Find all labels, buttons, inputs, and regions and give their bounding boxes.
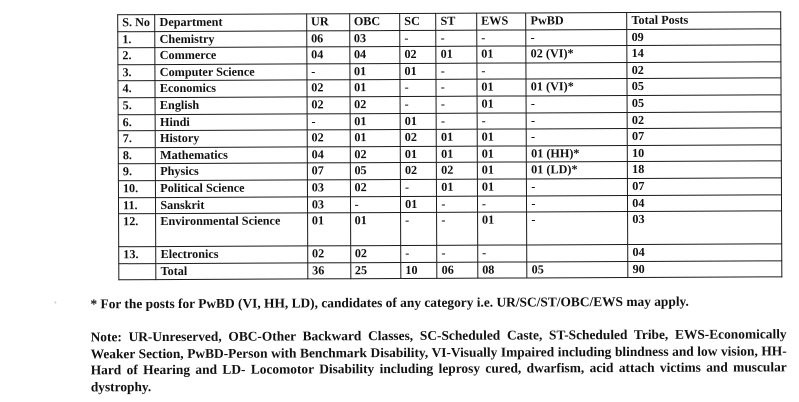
cell-ews: -	[477, 63, 526, 80]
cell-total: 07	[627, 128, 781, 145]
cell-total: 10	[628, 145, 782, 162]
total-cell-ews: 08	[478, 262, 527, 279]
cell-st: -	[436, 63, 477, 80]
header-ur: UR	[306, 14, 349, 31]
cell-ews: -	[478, 245, 527, 262]
cell-ur: 02	[307, 80, 350, 97]
cell-sno: 3.	[118, 64, 155, 81]
cell-sno: 11.	[118, 197, 155, 214]
cell-st: -	[436, 80, 477, 97]
cell-pwbd: -	[526, 29, 627, 46]
cell-total: 07	[628, 178, 782, 195]
cell-department: Sanskrit	[156, 196, 308, 213]
header-sc: SC	[400, 13, 436, 30]
header-sno: S. No	[118, 15, 155, 32]
cell-sc: -	[400, 96, 436, 113]
cell-obc: 02	[350, 146, 401, 163]
cell-sc: -	[400, 30, 436, 47]
cell-obc: 01	[350, 113, 401, 130]
header-obc: OBC	[349, 13, 400, 30]
header-ews: EWS	[477, 13, 526, 30]
header-department: Department	[155, 14, 307, 31]
cell-department: Computer Science	[155, 64, 307, 81]
cell-ur: 01	[307, 213, 350, 246]
cell-obc: 02	[350, 96, 401, 113]
cell-sno: 1.	[118, 31, 155, 48]
cell-ews: 01	[477, 146, 526, 163]
table-row	[119, 211, 782, 247]
cell-obc: 02	[350, 246, 401, 263]
cell-ur: 07	[307, 163, 350, 180]
cell-ews: 01	[477, 96, 526, 113]
cell-st: 02	[437, 163, 478, 180]
abbreviation-note: Note: UR-Unreserved, OBC-Other Backward Classes, SC-Scheduled Caste, ST-Scheduled Tribe, EWS-Economically Weaker Section, PwBD-Person with Benchmark Disability, VI-Visually Impaired including blindness and low vision, HH- Hard of Hearing and LD- Locomotor Disability including leprosy cured, dwarfism, acid attach victims and muscular dystrophy.	[90, 326, 787, 395]
cell-st: 01	[437, 146, 478, 163]
total-cell-sc: 10	[401, 262, 437, 279]
table-body	[118, 28, 782, 280]
cell-st: -	[436, 96, 477, 113]
cell-sno: 12.	[119, 214, 156, 247]
cell-total: 04	[628, 194, 782, 211]
cell-ur: -	[307, 113, 350, 130]
cell-ews: 01	[477, 212, 527, 245]
scan-speck	[54, 302, 56, 304]
cell-ur: 04	[307, 146, 350, 163]
cell-sno: 4.	[118, 81, 155, 98]
cell-pwbd: -	[527, 212, 628, 245]
cell-department: English	[155, 97, 307, 114]
cell-pwbd: 02 (VI)*	[526, 46, 627, 63]
cell-sc: -	[400, 80, 436, 97]
cell-department: Chemistry	[155, 30, 307, 47]
cell-sc: 01	[400, 113, 436, 130]
cell-st: -	[437, 212, 478, 245]
cell-sc: -	[401, 245, 437, 262]
cell-total: 02	[627, 62, 781, 79]
cell-pwbd: -	[527, 195, 628, 212]
cell-ur: 02	[307, 97, 350, 114]
cell-st: 01	[436, 46, 477, 63]
posts-table	[117, 11, 782, 280]
total-cell-ur: 36	[308, 262, 351, 279]
cell-obc: 01	[350, 130, 401, 147]
cell-ur: 03	[307, 180, 350, 197]
cell-pwbd: -	[526, 129, 627, 146]
cell-total: 04	[628, 244, 782, 261]
cell-sno: 7.	[118, 131, 155, 148]
cell-department: Environmental Science	[156, 213, 308, 247]
cell-department: Electronics	[156, 246, 308, 263]
cell-department: Commerce	[155, 47, 307, 64]
cell-sc: -	[401, 212, 437, 245]
header-st: ST	[436, 13, 477, 30]
total-cell-st: 06	[437, 262, 478, 279]
cell-pwbd: -	[527, 178, 628, 195]
cell-sc: 01	[400, 146, 436, 163]
cell-pwbd	[527, 245, 628, 262]
cell-st: -	[436, 30, 477, 47]
cell-department: Mathematics	[156, 147, 308, 164]
cell-ur: 03	[307, 196, 350, 213]
header-pwbd: PwBD	[526, 13, 627, 30]
cell-sc: 01	[400, 63, 436, 80]
cell-ur: 02	[307, 246, 350, 263]
cell-obc: 01	[350, 80, 401, 97]
cell-obc: 02	[350, 179, 401, 196]
cell-obc: 01	[350, 213, 401, 246]
cell-sno: 10.	[118, 181, 155, 198]
cell-ews: 01	[477, 179, 526, 196]
pwbd-footnote: * For the posts for PwBD (VI, HH, LD), candidates of any category i.e. UR/SC/ST/OBC/EWS may apply.	[90, 293, 689, 312]
cell-pwbd: 01 (LD)*	[527, 162, 628, 179]
cell-total: 03	[628, 211, 782, 245]
cell-sno: 8.	[118, 147, 155, 164]
cell-department: History	[156, 130, 308, 147]
cell-obc: 03	[349, 30, 400, 47]
cell-sno: 13.	[119, 247, 156, 264]
cell-sc: 02	[400, 129, 436, 146]
cell-ews: 01	[477, 46, 526, 63]
cell-ur: 02	[307, 130, 350, 147]
cell-total: 05	[627, 78, 781, 95]
cell-obc: -	[350, 196, 401, 213]
cell-sc: -	[400, 179, 436, 196]
cell-sno: 2.	[118, 48, 155, 65]
cell-department: Economics	[155, 80, 307, 97]
cell-pwbd	[526, 62, 627, 79]
cell-obc: 04	[349, 47, 400, 64]
cell-sc: 02	[400, 163, 436, 180]
total-cell-total: 90	[628, 261, 782, 278]
cell-st: -	[437, 245, 478, 262]
cell-ews: 01	[477, 162, 526, 179]
cell-sno: 9.	[118, 164, 155, 181]
cell-st: -	[437, 196, 478, 213]
cell-sno: 5.	[118, 98, 155, 115]
cell-ews: 01	[477, 129, 526, 146]
header-total-posts: Total Posts	[627, 12, 781, 29]
cell-department: Hindi	[155, 113, 307, 130]
cell-total: 18	[628, 161, 782, 178]
cell-sc: 01	[401, 196, 437, 213]
cell-total: 14	[627, 45, 781, 62]
cell-ur: 04	[307, 47, 350, 64]
cell-st: 01	[437, 179, 478, 196]
cell-department: Political Science	[156, 180, 308, 197]
cell-sc: 02	[400, 47, 436, 64]
total-cell-obc: 25	[350, 262, 401, 279]
cell-ur: 06	[307, 30, 350, 47]
cell-obc: 01	[349, 63, 400, 80]
total-cell-label: Total	[156, 263, 308, 280]
cell-ews: 01	[477, 79, 526, 96]
cell-obc: 05	[350, 163, 401, 180]
cell-ews: -	[477, 113, 526, 130]
cell-st: 01	[436, 129, 477, 146]
cell-ews: -	[477, 195, 526, 212]
cell-total: 05	[627, 95, 781, 112]
cell-sno: 6.	[118, 114, 155, 131]
cell-ews: -	[477, 30, 526, 47]
cell-department: Physics	[156, 163, 308, 180]
cell-pwbd: 01 (VI)*	[526, 79, 627, 96]
cell-pwbd: -	[526, 95, 627, 112]
cell-pwbd: -	[526, 112, 627, 129]
cell-st: -	[436, 113, 477, 130]
total-cell-pwbd: 05	[527, 261, 628, 278]
cell-sno-empty	[119, 263, 156, 280]
cell-ur: -	[307, 64, 350, 81]
total-row	[119, 261, 782, 280]
cell-total: 02	[627, 111, 781, 128]
cell-pwbd: 01 (HH)*	[527, 145, 628, 162]
cell-total: 09	[627, 28, 781, 45]
